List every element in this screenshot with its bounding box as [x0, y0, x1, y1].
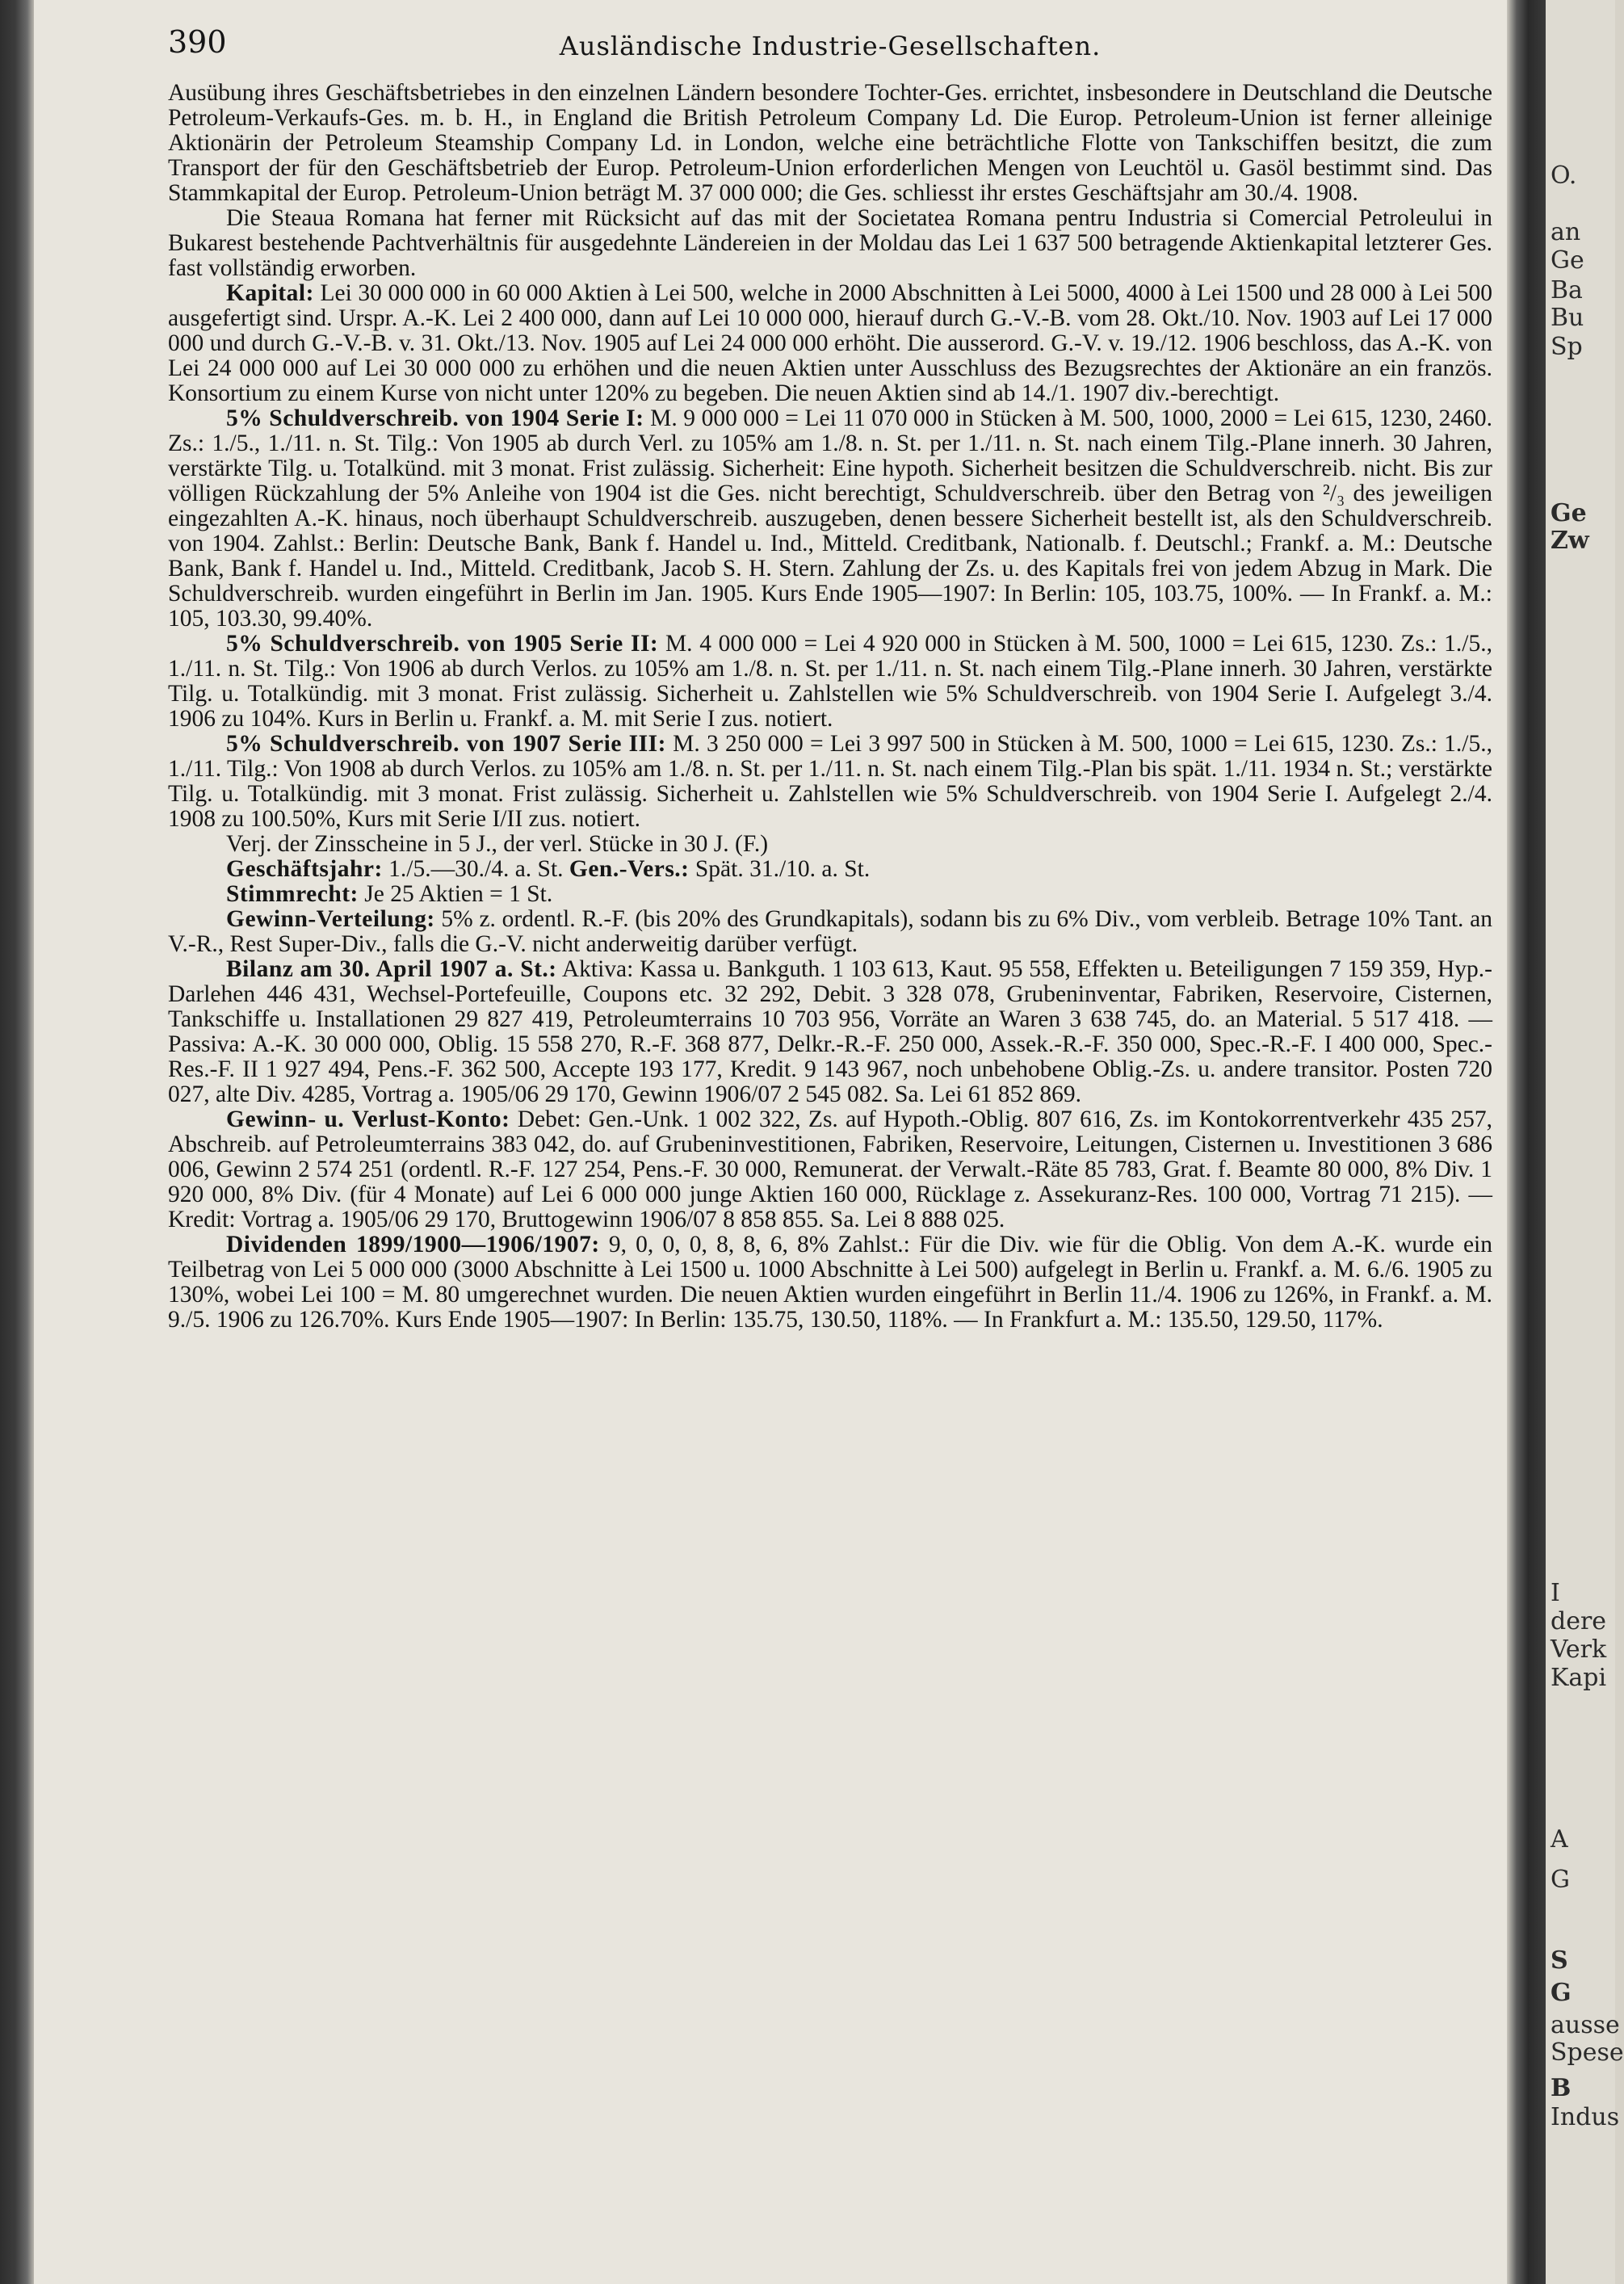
paragraph-text: Je 25 Aktien = 1 St.: [358, 881, 553, 907]
paragraph-gewinn-verlust: [168, 1107, 1492, 1232]
adjacent-fragment: Kapi: [1551, 1664, 1607, 1692]
paragraph-dividenden: [168, 1232, 1492, 1333]
adjacent-fragment: ausse: [1551, 2011, 1620, 2039]
paragraph-text: Spät. 31./10. a. St.: [689, 856, 871, 882]
paragraph-anleihe-1907: [168, 732, 1492, 832]
paragraph-kapital: [168, 281, 1492, 406]
paragraph-text: Aktiva: Kassa u. Bankguth. 1 103 613, Kaut. 95 558, Effekten u. Beteiligungen 7 159 359, Hyp.-Darlehen 446 431, Wechsel-Portefeuille, Coupons etc. 32 292, Debit. 3 328 078, Grubeninventar, Fabriken, Reservoire, Cisternen, Tankschiffe u. Installationen 29 827 419, Petroleumterrains 10 703 956, Vorräte an Waren 3 638 745, do. an Material. 5 517 418. — Passiva: A.-K. 30 000 000, Oblig. 15 558 270, R.-F. 368 877, Delkr.-R.-F. 250 000, Assek.-R.-F. 350 000, Spec.-R.-F. I 400 000, Spec.-Res.-F. II 1 927 494, Pens.-F. 362 500, Accepte 193 177, Kredit. 9 143 967, noch unbehobene Oblig.-Zs. u. andere transitor. Posten 720 027, alte Div. 4285, Vortrag a. 1905/06 29 170, Gewinn 1906/07 2 545 082. Sa. Lei 61 852 869.: [168, 956, 1492, 1107]
adjacent-fragment: I: [1551, 1579, 1560, 1607]
paragraph-anleihe-1904: [168, 406, 1492, 632]
paragraph-bilanz: [168, 957, 1492, 1107]
paragraph-text: M. 4 000 000 = Lei 4 920 000 in Stücken à M. 500, 1000 = Lei 615, 1230. Zs.: 1./5., 1./11. n. St. Tilg.: Von 1906 ab durch Verlos. zu 105% am 1./8. n. St. per 1./11. n. St. nach einem Tilg.-Plane innerh. 30 Jahren, verstärkte Tilg. u. Totalkündig. mit 3 monat. Frist zulässig. Sicherheit u. Zahlstellen wie 5% Schuldverschreib. von 1904 Serie I. Aufgelegt 3./4. 1906 zu 104%. Kurs in Berlin u. Frankf. a. M. mit Serie I zus. notiert.: [168, 631, 1492, 732]
section-label: Bilanz am 30. April 1907 a. St.:: [226, 956, 557, 982]
adjacent-fragment: Sp: [1551, 333, 1583, 361]
section-label: 5% Schuldverschreib. von 1905 Serie II:: [226, 631, 659, 657]
paragraph-text: 5% z. ordentl. R.-F. (bis 20% des Grundkapitals), sodann bis zu 6% Div., vom verbleib. Betrage 10% Tant. an V.-R., Rest Super-Div., falls die G.-V. nicht anderweitig darüber verfügt.: [168, 906, 1492, 957]
page-number: 390: [168, 24, 227, 60]
paragraph-text: Die Steaua Romana hat ferner mit Rücksicht auf das mit der Societatea Romana pentru Industria si Comercial Petroleului in Bukarest bestehende Pachtverhältnis für ausgedehnte Ländereien in der Moldau das Lei 1 637 500 betragende Aktienkapital letzterer Ges. fast vollständig erworben.: [168, 205, 1492, 281]
section-label: Stimmrecht:: [226, 881, 359, 907]
paragraph-anleihe-1905: [168, 632, 1492, 732]
section-label: Gewinn-Verteilung:: [226, 906, 435, 932]
adjacent-fragment: G: [1551, 1866, 1570, 1894]
paragraph-text: Ausübung ihres Geschäftsbetriebes in den einzelnen Ländern besondere Tochter-Ges. errichtet, insbesondere in Deutschland die Deutsche Petroleum-Verkaufs-Ges. m. b. H., in England die British Petroleum Company Ld. Die Europ. Petroleum-Union ist ferner alleinige Aktionärin der Petroleum Steamship Company Ld. in London, welche eine beträchtliche Flotte von Tankschiffen besitzt, die zum Transport der für den Geschäftsbetrieb der Europ. Petroleum-Union erforderlichen Mengen von Leuchtöl u. Gasöl bestimmt sind. Das Stammkapital der Europ. Petroleum-Union beträgt M. 37 000 000; die Ges. schliesst ihr erstes Geschäftsjahr am 30./4. 1908.: [168, 80, 1492, 206]
section-label: Gen.-Vers.:: [569, 856, 690, 882]
adjacent-page-edge: [1546, 0, 1624, 2284]
adjacent-fragment: an: [1551, 218, 1581, 246]
paragraph-text: M. 9 000 000 = Lei 11 070 000 in Stücken à M. 500, 1000, 2000 = Lei 615, 1230, 2460. Zs.: 1./5., 1./11. n. St. Tilg.: Von 1905 ab durch Verl. zu 105% am 1./8. n. St. per 1./11. n. St. nach einem Tilg.-Plane innerh. 30 Jahren, verstärkte Tilg. u. Totalkünd. mit 3 monat. Frist zulässig. Sicherheit: Eine hypoth. Sicherheit besitzen die Schuldverschreib. nicht. Bis zur völligen Rückzahlung der 5% Anleihe von 1904 ist die Ges. nicht berechtigt, Schuldverschreib. über den Betrag von ²/₃ des jeweiligen eingezahlten A.-K. hinaus, noch überhaupt Schuldverschreib. auszugeben, denen bessere Sicherheit bestellt ist, als den Schuldverschreib. von 1904. Zahlst.: Berlin: Deutsche Bank, Bank f. Handel u. Ind., Mitteld. Creditbank, Nationalb. f. Deutschl.; Frankf. a. M.: Deutsche Bank, Bank f. Handel u. Ind., Mitteld. Creditbank, Jacob S. H. Stern. Zahlung der Zs. u. des Kapitals frei von jedem Abzug in Mark. Die Schuldverschreib. wurden eingeführt in Berlin im Jan. 1905. Kurs Ende 1905—1907: In Berlin: 105, 103.75, 100%. — In Frankf. a. M.: 105, 103.30, 99.40%.: [168, 405, 1492, 632]
paragraph-moldau-pacht: [168, 206, 1492, 281]
adjacent-fragment: S: [1551, 1946, 1568, 1975]
running-title: Ausländische Industrie-Gesellschaften.: [559, 31, 1102, 61]
section-label: Dividenden 1899/1900—1906/1907:: [226, 1232, 600, 1257]
page-header: [168, 24, 1492, 81]
adjacent-fragment: A: [1551, 1825, 1568, 1854]
document-body: [168, 81, 1492, 1333]
paragraph-tochter-gesellschaften: [168, 81, 1492, 206]
adjacent-fragment: O.: [1551, 162, 1577, 190]
binding-shadow-right: [1507, 0, 1546, 2284]
adjacent-fragment: Verk: [1551, 1635, 1607, 1664]
paragraph-verjaehrung: [168, 832, 1492, 857]
section-label: Gewinn- u. Verlust-Konto:: [226, 1106, 510, 1132]
section-label: 5% Schuldverschreib. von 1904 Serie I:: [226, 405, 644, 431]
adjacent-fragment: Zw: [1551, 527, 1589, 555]
adjacent-fragment: Ba: [1551, 276, 1583, 304]
adjacent-fragment: Ge: [1551, 499, 1587, 527]
adjacent-fragment: Bu: [1551, 304, 1584, 332]
paragraph-stimmrecht: [168, 882, 1492, 907]
paragraph-text: M. 3 250 000 = Lei 3 997 500 in Stücken à M. 500, 1000 = Lei 615, 1230. Zs.: 1./5., 1./11. Tilg.: Von 1908 ab durch Verlos. zu 105% am 1./8. n. St. per 1./11. n. St. nach einem Tilg.-Plan bis spät. 1./11. 1934 n. St.; verstärkte Tilg. u. Totalkündig. mit 3 monat. Frist zulässig. Sicherheit u. Zahlstellen wie 5% Schuldverschreib. von 1904 Serie I. Aufgelegt 2./4. 1908 zu 100.50%, Kurs mit Serie I/II zus. notiert.: [168, 731, 1492, 832]
section-label: 5% Schuldverschreib. von 1907 Serie III:: [226, 731, 666, 757]
adjacent-fragment: dere: [1551, 1607, 1607, 1635]
paragraph-text: Verj. der Zinsscheine in 5 J., der verl. Stücke in 30 J. (F.): [226, 831, 769, 857]
adjacent-fragment: B: [1551, 2074, 1572, 2102]
document-page: [168, 24, 1492, 1333]
adjacent-fragment: Ge: [1551, 246, 1584, 275]
paragraph-text: Lei 30 000 000 in 60 000 Aktien à Lei 500, welche in 2000 Abschnitten à Lei 5000, 4000 à Lei 1500 und 28 000 à Lei 500 ausgefertigt sind. Urspr. A.-K. Lei 2 400 000, dann auf Lei 10 000 000, hierauf durch G.-V.-B. vom 28. Okt./10. Nov. 1903 auf Lei 17 000 000 und durch G.-V.-B. v. 31. Okt./13. Nov. 1905 auf Lei 24 000 000 erhöht. Die ausserord. G.-V. v. 19./12. 1906 beschloss, das A.-K. von Lei 24 000 000 auf Lei 30 000 000 zu erhöhen und die neuen Aktien unter Ausschluss des Bezugsrechtes der Aktionäre an ein französ. Konsortium zu einem Kurse von nicht unter 120% zu begeben. Die neuen Aktien sind ab 14./1. 1907 div.-berechtigt.: [168, 280, 1492, 406]
paragraph-geschaeftsjahr: [168, 857, 1492, 882]
paragraph-text: 9, 0, 0, 0, 8, 8, 6, 8% Zahlst.: Für die Div. wie für die Oblig. Von dem A.-K. wurde ein Teilbetrag von Lei 5 000 000 (3000 Abschnitte à Lei 1500 u. 1000 Abschnitte à Lei 500) aufgelegt in Berlin u. Frankf. a. M. 6./6. 1905 zu 130%, wobei Lei 100 = M. 80 umgerechnet wurden. Die neuen Aktien wurden eingeführt in Berlin 11./4. 1906 zu 126%, in Frankf. a. M. 9./5. 1906 zu 126.70%. Kurs Ende 1905—1907: In Berlin: 135.75, 130.50, 118%. — In Frankfurt a. M.: 135.50, 129.50, 117%.: [168, 1232, 1492, 1333]
paragraph-text: Debet: Gen.-Unk. 1 002 322, Zs. auf Hypoth.-Oblig. 807 616, Zs. im Kontokorrentverkehr 435 257, Abschreib. auf Petroleumterrains 383 042, do. auf Grubeninvestitionen, Fabriken, Reservoire, Leitungen, Cisternen u. Investitionen 3 686 006, Gewinn 2 574 251 (ordentl. R.-F. 127 254, Pens.-F. 30 000, Remunerat. der Verwalt.-Räte 85 783, Grat. f. Beamte 80 000, 8% Div. 1 920 000, 8% Div. (für 4 Monate) auf Lei 6 000 000 junge Aktien 160 000, Rücklage z. Assekuranz-Res. 100 000, Vortrag 71 215). — Kredit: Vortrag a. 1905/06 29 170, Bruttogewinn 1906/07 8 858 855. Sa. Lei 8 888 025.: [168, 1106, 1492, 1232]
adjacent-fragment: Indus: [1551, 2103, 1620, 2131]
adjacent-fragment: Spese: [1551, 2038, 1624, 2067]
paragraph-text: 1./5.—30./4. a. St.: [382, 856, 569, 882]
section-label: Kapital:: [226, 280, 314, 306]
section-label: Geschäftsjahr:: [226, 856, 383, 882]
binding-shadow-left: [0, 0, 34, 2284]
adjacent-fragment: G: [1551, 1979, 1572, 2007]
paragraph-gewinn-verteilung: [168, 907, 1492, 957]
